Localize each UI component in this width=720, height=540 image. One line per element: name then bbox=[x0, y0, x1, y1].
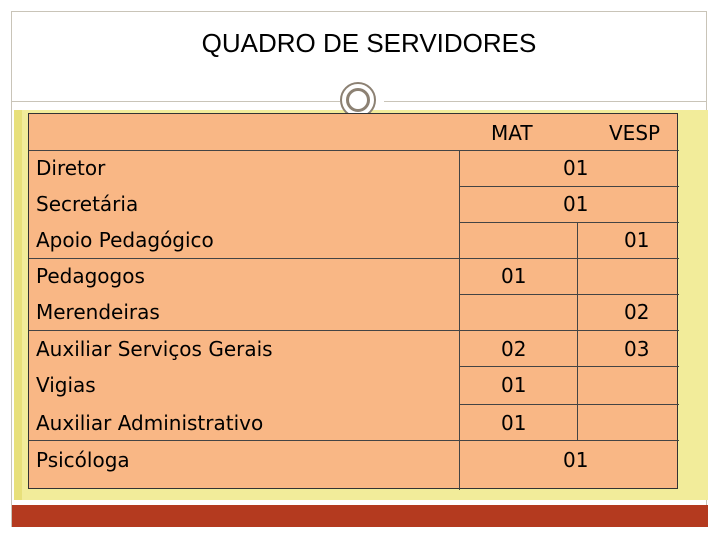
footer-bar bbox=[12, 505, 708, 527]
row-label: Merendeiras bbox=[36, 300, 160, 324]
panel-edge-strip bbox=[14, 110, 22, 500]
count-cell: 01 bbox=[563, 156, 589, 180]
row-label: Secretária bbox=[36, 192, 139, 216]
column-divider bbox=[459, 150, 460, 490]
column-divider bbox=[577, 330, 578, 440]
count-cell: 03 bbox=[624, 337, 650, 361]
header-vesp: VESP bbox=[609, 121, 661, 145]
count-cell: 01 bbox=[563, 448, 589, 472]
count-cell: 01 bbox=[501, 411, 527, 435]
count-cell: 01 bbox=[501, 373, 527, 397]
column-divider bbox=[577, 222, 578, 330]
title-divider-left bbox=[12, 101, 340, 102]
row-label: Pedagogos bbox=[36, 264, 145, 288]
row-label: Diretor bbox=[36, 156, 106, 180]
page-title: QUADRO DE SERVIDORES bbox=[201, 28, 537, 58]
row-label: Psicóloga bbox=[36, 448, 130, 472]
count-cell: 01 bbox=[563, 192, 589, 216]
row-label: Apoio Pedagógico bbox=[36, 228, 214, 252]
row-label: Auxiliar Administrativo bbox=[36, 411, 264, 435]
staff-table bbox=[28, 113, 678, 489]
count-cell: 02 bbox=[624, 300, 650, 324]
count-cell: 01 bbox=[501, 264, 527, 288]
row-label: Vigias bbox=[36, 373, 96, 397]
title-divider-right bbox=[384, 101, 706, 102]
header-mat: MAT bbox=[491, 121, 533, 145]
row-label: Auxiliar Serviços Gerais bbox=[36, 337, 273, 361]
count-cell: 02 bbox=[501, 337, 527, 361]
count-cell: 01 bbox=[624, 228, 650, 252]
row-divider bbox=[459, 404, 679, 405]
